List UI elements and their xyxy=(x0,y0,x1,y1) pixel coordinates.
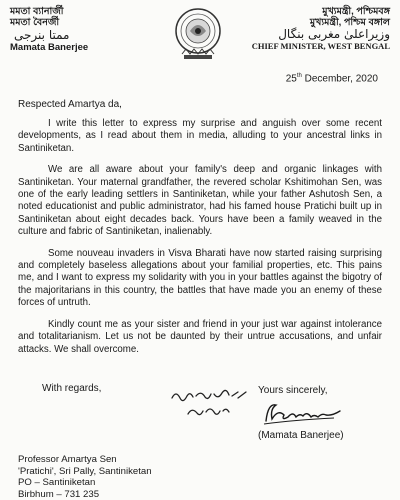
salutation: Respected Amartya da, xyxy=(18,99,122,110)
letter-date: 25th December, 2020 xyxy=(285,73,378,85)
body-paragraph: Kindly count me as your sister and friend in your just war against intolerance and totalitarianism. Let us not be daunted by their untrue accusations, and unfair attacks. We shall overcome. xyxy=(18,318,382,355)
letterhead-bengali-designation-2: মুখ্যমন্ত্রী, পশ্চিম বঙ্গাল xyxy=(309,17,390,28)
signatory-name: (Mamata Banerjee) xyxy=(258,430,344,441)
recipient-address xyxy=(18,454,152,500)
signature xyxy=(262,399,372,429)
letterhead-urdu-designation: وزیراعلیٰ مغربی بنگال xyxy=(278,27,390,41)
letter-body xyxy=(18,118,382,365)
body-paragraph: Some nouveau invaders in Visva Bharati have now started raising surprising and completely baseless allegations about your familial properties, etc. This pains me, and I want to express my solidarity with you in your battles against the bigotry of the majoritarians in this country, the battles that have made you an enemy of these forces of untruth. xyxy=(18,247,382,309)
closing-regards: With regards, xyxy=(42,383,102,394)
letterhead-right xyxy=(240,6,390,52)
body-paragraph: We are all aware about your family's deep and organic linkages with Santiniketan. Your maternal grandfather, the revered scholar Kshitimohan Sen, was one of the early leading settlers in Santiniketan, while your father Ashutosh Sen, a noted educationist and public administrator, had his famed house Pratichi built up in Santiniketan about eight decades back. Yours have been a family weaved in the culture and fabric of Santiniketan, inalienably. xyxy=(18,164,382,238)
handwritten-note xyxy=(168,384,258,422)
letterhead-english-name: Mamata Banerjee xyxy=(10,42,89,53)
letterhead-left xyxy=(10,6,160,53)
address-line: Professor Amartya Sen xyxy=(18,454,117,465)
letterhead-bengali-name: মমতা বৈনর্জী xyxy=(10,17,60,28)
letterhead-bengali-title: মমতা ব্যানার্জী xyxy=(10,6,64,17)
letterhead-urdu-name: ممتا بنرجی xyxy=(14,28,70,42)
letterhead-bengali-designation: মুখ্যমন্ত্রী, পশ্চিমবঙ্গ xyxy=(322,6,390,17)
address-line: PO – Santiniketan xyxy=(18,477,96,489)
address-line: Birbhum – 731 235 xyxy=(18,488,100,500)
letterhead-english-designation: CHIEF MINISTER, WEST BENGAL xyxy=(251,41,390,51)
body-paragraph: I write this letter to express my surprise and anguish over some recent developments, as I read about them in media, alluding to your ancestral links in Santiniketan. xyxy=(18,118,382,154)
closing-yours-sincerely: Yours sincerely, xyxy=(258,385,328,396)
biswa-bangla-emblem-icon xyxy=(172,4,224,62)
address-line: 'Pratichi', Sri Pally, Santiniketan xyxy=(18,465,152,477)
